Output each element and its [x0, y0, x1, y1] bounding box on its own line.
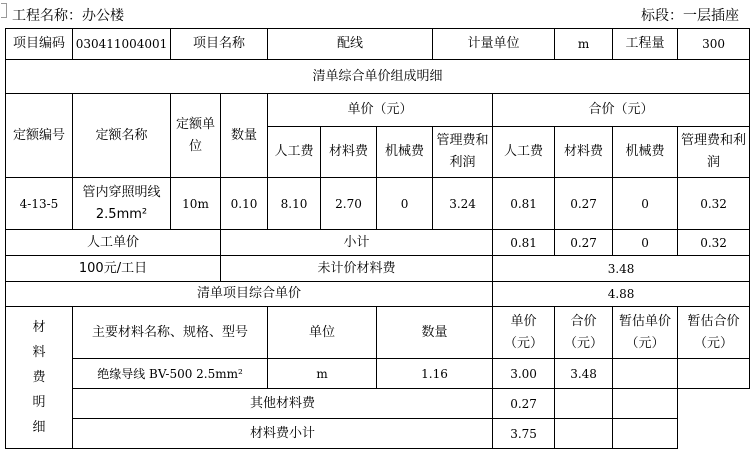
col-amount: 数量	[221, 94, 268, 178]
composite-price-label: 清单项目综合单价	[6, 282, 493, 307]
subtotal-mgmt: 0.32	[678, 230, 750, 256]
material-name: 绝缘导线 BV-500 2.5mm²	[73, 359, 268, 389]
item-name-label: 项目名称	[171, 29, 268, 60]
col-material-total: 材料费	[555, 127, 613, 178]
material-row	[6, 359, 750, 389]
col-machine: 机械费	[377, 127, 433, 178]
unit-price-analysis-table	[5, 28, 750, 449]
material-qty: 1.16	[377, 359, 493, 389]
col-mgmt: 管理费和利润	[433, 127, 493, 178]
material-price: 3.00	[493, 359, 555, 389]
col-mgmt-total: 管理费和利润	[678, 127, 750, 178]
material-sum-value: 3.75	[493, 419, 555, 449]
quota-no: 4-13-5	[6, 178, 73, 230]
project-name: 工程名称：办公楼	[12, 8, 124, 24]
col-quota-unit: 定额单位	[171, 94, 221, 178]
material-unit-col: 单位	[268, 307, 377, 359]
est-price-col: 暂估单价（元）	[613, 307, 678, 359]
col-labor: 人工费	[268, 127, 321, 178]
col-total-price: 合价（元）	[493, 94, 750, 127]
item-name: 配线	[268, 29, 433, 60]
mgmt-total: 0.32	[678, 178, 750, 230]
subtotal-label: 小计	[221, 230, 493, 256]
section-name: 标段：一层插座	[641, 8, 739, 24]
quantity: 300	[678, 29, 750, 60]
material-name-col: 主要材料名称、规格、型号	[73, 307, 268, 359]
item-code: 030411004001	[73, 29, 171, 60]
subtotal-machine: 0	[613, 230, 678, 256]
title-row	[6, 60, 750, 94]
col-quota-no: 定额编号	[6, 94, 73, 178]
material-sum-label: 材料费小计	[73, 419, 493, 449]
other-material-label: 其他材料费	[73, 389, 493, 419]
material-est-total	[678, 359, 750, 389]
sum-est-price	[555, 419, 613, 449]
sum-est-total	[613, 419, 678, 449]
col-machine-total: 机械费	[613, 127, 678, 178]
labor-unit-price: 100元/工日	[6, 256, 221, 282]
unpriced-material-label: 未计价材料费	[221, 256, 493, 282]
material-total: 3.48	[555, 359, 613, 389]
material-price: 2.70	[321, 178, 377, 230]
subtotal-labor: 0.81	[493, 230, 555, 256]
other-est-price	[555, 389, 613, 419]
composite-price-value: 4.88	[493, 282, 750, 307]
subtotal-material: 0.27	[555, 230, 613, 256]
col-unit-price: 单价（元）	[268, 94, 493, 127]
composite-row	[6, 282, 750, 307]
quota-item-row	[6, 178, 750, 230]
labor-unit-price-label: 人工单价	[6, 230, 221, 256]
col-material: 材料费	[321, 127, 377, 178]
other-material-value: 0.27	[493, 389, 555, 419]
section-title: 清单综合单价组成明细	[6, 60, 750, 94]
corner-mark	[1, 3, 7, 18]
item-info-row	[6, 29, 750, 60]
col-quota-name: 定额名称	[73, 94, 171, 178]
other-material-row	[6, 389, 750, 419]
mgmt-price: 3.24	[433, 178, 493, 230]
material-est-price	[613, 359, 678, 389]
machine-total: 0	[613, 178, 678, 230]
material-side-label: 材 料 费 明 细	[6, 307, 73, 449]
material-unit: m	[268, 359, 377, 389]
col-labor-total: 人工费	[493, 127, 555, 178]
material-price-col: 单价（元）	[493, 307, 555, 359]
quota-amount: 0.10	[221, 178, 268, 230]
unpriced-material-value: 3.48	[493, 256, 750, 282]
material-qty-col: 数量	[377, 307, 493, 359]
quantity-label: 工程量	[613, 29, 678, 60]
labor-total: 0.81	[493, 178, 555, 230]
quota-name: 管内穿照明线 2.5mm²	[73, 178, 171, 230]
est-total-col: 暂估合价（元）	[678, 307, 750, 359]
machine-price: 0	[377, 178, 433, 230]
other-est-total	[613, 389, 678, 419]
material-sum-row	[6, 419, 750, 449]
col-header-row-1	[6, 94, 750, 127]
measure-unit: m	[555, 29, 613, 60]
measure-unit-label: 计量单位	[433, 29, 555, 60]
quota-unit: 10m	[171, 178, 221, 230]
subtotal-row	[6, 230, 750, 256]
unpriced-row	[6, 256, 750, 282]
material-total: 0.27	[555, 178, 613, 230]
material-header-row	[6, 307, 750, 359]
material-total-col: 合价（元）	[555, 307, 613, 359]
labor-price: 8.10	[268, 178, 321, 230]
header-bar	[0, 0, 753, 28]
item-code-label: 项目编码	[6, 29, 73, 60]
